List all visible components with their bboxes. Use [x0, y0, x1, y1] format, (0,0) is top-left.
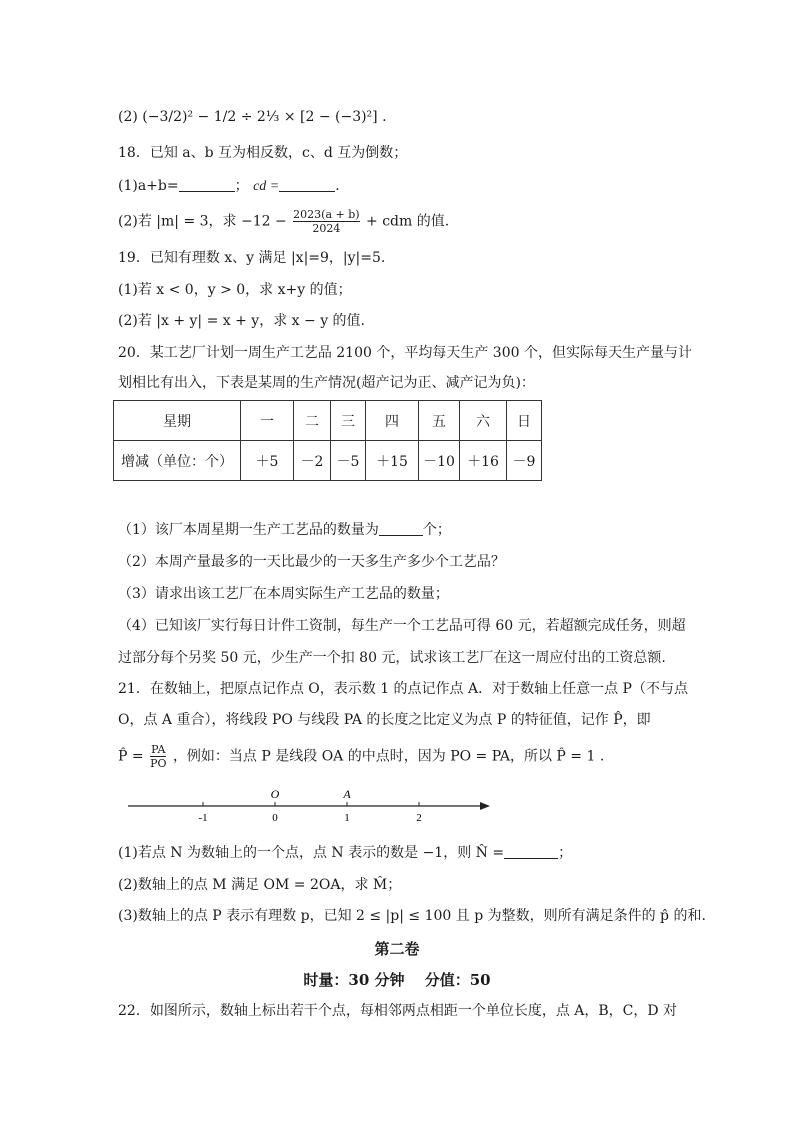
- table-cell-day: 五: [419, 401, 460, 441]
- q20-part4-line2: 过部分每个另奖 50 元，少生产一个扣 80 元，试求该工艺厂在这一周应付出的工资总额.: [118, 650, 666, 666]
- tick-label: 2: [416, 812, 422, 824]
- q21-stem-line3: [118, 743, 604, 770]
- answer-blank[interactable]: [279, 177, 335, 192]
- q21-stem-line3-rest: ，例如：当点 P 是线段 OA 的中点时，因为 PO = PA，所以 P̂ = 1 .: [172, 748, 605, 765]
- q21-stem-line2: O，点 A 重合），将线段 PO 与线段 PA 的长度之比定义为点 P 的特征值，记作 P̂，即: [118, 712, 651, 728]
- separator: ；: [234, 178, 249, 194]
- q21-part2: (2)数轴上的点 M 满足 OM = 2OA，求 M̂；: [118, 877, 402, 893]
- table-cell-value: －5: [331, 441, 366, 481]
- point-label-o: O: [270, 787, 280, 801]
- q18-stem: 18．已知 a、b 互为相反数，c、d 互为倒数；: [118, 145, 408, 161]
- fraction-numerator: PA: [151, 743, 166, 756]
- q19-stem: 19．已知有理数 x、y 满足 |x|=9，|y|=5.: [118, 250, 386, 266]
- q19-part2: (2)若 |x + y| = x + y，求 x − y 的值.: [118, 313, 366, 329]
- q20-part1-start: （1）该厂本周星期一生产工艺品的数量为: [118, 522, 379, 538]
- fraction-denominator: 2024: [312, 222, 341, 235]
- q17-part2-label: (2): [118, 109, 138, 125]
- point-label-a: A: [343, 787, 351, 801]
- table-cell-value: －2: [294, 441, 331, 481]
- q20-part1-end: 个；: [422, 522, 451, 538]
- table-cell-value: ＋15: [366, 441, 419, 481]
- q21-part1-start: (1)若点 N 为数轴上的一个点，点 N 表示的数是 −1，则 N̂ =: [118, 845, 505, 861]
- fraction-numerator: 2023(a + b): [293, 208, 360, 221]
- tick-label: 1: [344, 812, 350, 824]
- answer-blank[interactable]: [379, 521, 423, 536]
- part2-meta: 时量：30 分钟 分值：50: [303, 971, 491, 989]
- production-table: [113, 400, 542, 481]
- fraction: [150, 743, 166, 770]
- q17-part2-expression: (−3/2)² − 1/2 ÷ 2⅓ × [2 − (−3)²] .: [142, 109, 387, 125]
- table-cell-value: ＋5: [241, 441, 294, 481]
- q21-char-value-lhs: P̂ =: [118, 748, 144, 765]
- q18-part1-label: (1)a+b=: [118, 178, 179, 194]
- number-line: [128, 786, 498, 826]
- table-cell-value: ＋16: [460, 441, 507, 481]
- fraction-denominator: PO: [150, 757, 167, 770]
- q18-cd-label: cd =: [253, 179, 280, 194]
- table-row: [114, 401, 542, 441]
- table-cell-day: 六: [460, 401, 507, 441]
- q18-part2-start: (2)若 |m| = 3，求 −12 −: [118, 213, 287, 230]
- table-cell-day: 日: [507, 401, 542, 441]
- tick-label: -1: [198, 812, 208, 824]
- q20-stem-line2: 划相比有出入，下表是某周的生产情况(超产记为正、减产记为负)：: [118, 375, 535, 391]
- q21-part3: (3)数轴上的点 P 表示有理数 p，已知 2 ≤ |p| ≤ 100 且 p 为整数，则所有满足条件的 p̂ 的和.: [118, 908, 706, 924]
- table-cell-value: －10: [419, 441, 460, 481]
- tick-label: 0: [272, 812, 278, 824]
- q18-part2-end: + cdm 的值.: [366, 213, 450, 230]
- q19-part1: (1)若 x < 0，y > 0，求 x+y 的值；: [118, 282, 352, 298]
- period: .: [335, 178, 340, 194]
- answer-blank[interactable]: [179, 177, 235, 192]
- q21-part1-end: ；: [558, 845, 573, 861]
- table-cell-value: －9: [507, 441, 542, 481]
- q22-stem: 22．如图所示，数轴上标出若干个点，每相邻两点相距一个单位长度，点 A，B，C，D 对: [118, 1003, 678, 1019]
- table-cell-day: 一: [241, 401, 294, 441]
- answer-blank[interactable]: [504, 844, 558, 859]
- part2-title: 第二卷: [374, 940, 420, 958]
- q21-stem-line1: 21．在数轴上，把原点记作点 O，表示数 1 的点记作点 A．对于数轴上任意一点 P（不与点: [118, 681, 688, 697]
- axis-arrow-icon: [480, 802, 490, 810]
- table-row: [114, 441, 542, 481]
- table-cell-day: 二: [294, 401, 331, 441]
- q21-part1: [118, 843, 572, 863]
- q18-part2: [118, 208, 449, 235]
- table-header-label: 星期: [114, 401, 241, 441]
- q20-part4-line1: （4）已知该厂实行每日计件工资制，每生产一个工艺品可得 60 元，若超额完成任务，则超: [118, 618, 686, 634]
- table-cell-day: 四: [366, 401, 419, 441]
- q20-part1: [118, 520, 451, 540]
- q18-part1: [118, 176, 340, 197]
- q20-stem-line1: 20．某工艺厂计划一周生产工艺品 2100 个，平均每天生产 300 个，但实际每天生产量与计: [118, 345, 692, 361]
- table-row-label: 增减（单位：个）: [114, 441, 241, 481]
- fraction: [293, 208, 359, 235]
- table-cell-day: 三: [331, 401, 366, 441]
- q20-part2: （2）本周产量最多的一天比最少的一天多生产多少个工艺品？: [118, 554, 505, 570]
- q17-part2: [118, 107, 387, 127]
- q20-part3: （3）请求出该工艺厂在本周实际生产工艺品的数量；: [118, 586, 449, 602]
